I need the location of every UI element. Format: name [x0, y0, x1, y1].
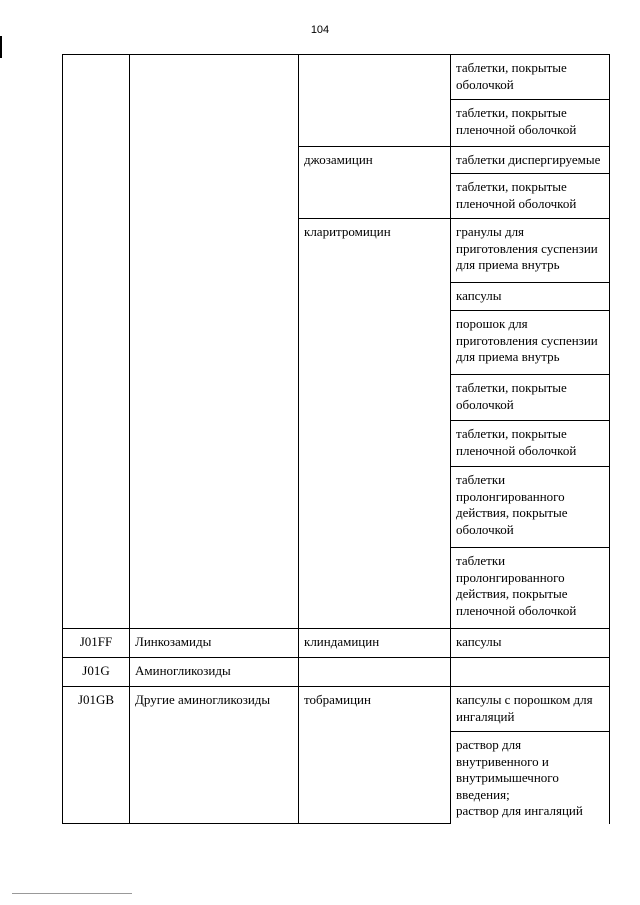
inn-cell: джозамицин — [299, 147, 451, 219]
dosage-form-cell: таблетки диспергируемые — [451, 147, 610, 174]
atc-code-cell — [63, 55, 130, 629]
dosage-form-line: раствор для ингаляций — [456, 803, 583, 818]
dosage-form-cell: таблетки пролонгированного действия, покрытые оболочкой — [451, 467, 610, 548]
dosage-form-cell: гранулы для приготовления суспензии для приема внутрь — [451, 219, 610, 283]
dosage-form-line: раствор для внутривенного и внутримышечного введения; — [456, 737, 559, 802]
page-number: 104 — [310, 24, 330, 36]
dosage-form-cell: порошок для приготовления суспензии для приема внутрь — [451, 311, 610, 375]
table-row — [63, 687, 610, 732]
dosage-form-cell: таблетки, покрытые пленочной оболочкой — [451, 421, 610, 467]
inn-cell: тобрамицин — [299, 687, 451, 824]
group-cell: Линкозамиды — [130, 629, 299, 658]
dosage-form-cell: таблетки, покрытые пленочной оболочкой — [451, 100, 610, 147]
table-row — [63, 55, 610, 100]
dosage-form-cell: капсулы с порошком для ингаляций — [451, 687, 610, 732]
inn-cell — [299, 658, 451, 687]
dosage-form-cell: капсулы — [451, 629, 610, 658]
table-row — [63, 629, 610, 658]
table-row — [63, 658, 610, 687]
group-cell: Аминогликозиды — [130, 658, 299, 687]
inn-cell: клиндамицин — [299, 629, 451, 658]
dosage-form-cell — [451, 658, 610, 687]
inn-cell — [299, 55, 451, 147]
dosage-form-cell: таблетки, покрытые пленочной оболочкой — [451, 174, 610, 219]
dosage-form-cell: таблетки, покрытые оболочкой — [451, 55, 610, 100]
drug-table — [62, 54, 610, 824]
dosage-form-cell: капсулы — [451, 283, 610, 311]
atc-code-cell: J01GB — [63, 687, 130, 824]
dosage-form-cell: таблетки, покрытые оболочкой — [451, 375, 610, 421]
dosage-form-cell — [451, 732, 610, 824]
scan-bottom-mark — [12, 893, 132, 894]
atc-code-cell: J01FF — [63, 629, 130, 658]
scan-edge-mark — [0, 36, 2, 58]
group-cell: Другие аминогликозиды — [130, 687, 299, 824]
dosage-form-cell: таблетки пролонгированного действия, покрытые пленочной оболочкой — [451, 548, 610, 629]
atc-code-cell: J01G — [63, 658, 130, 687]
inn-cell: кларитромицин — [299, 219, 451, 629]
group-cell — [130, 55, 299, 629]
